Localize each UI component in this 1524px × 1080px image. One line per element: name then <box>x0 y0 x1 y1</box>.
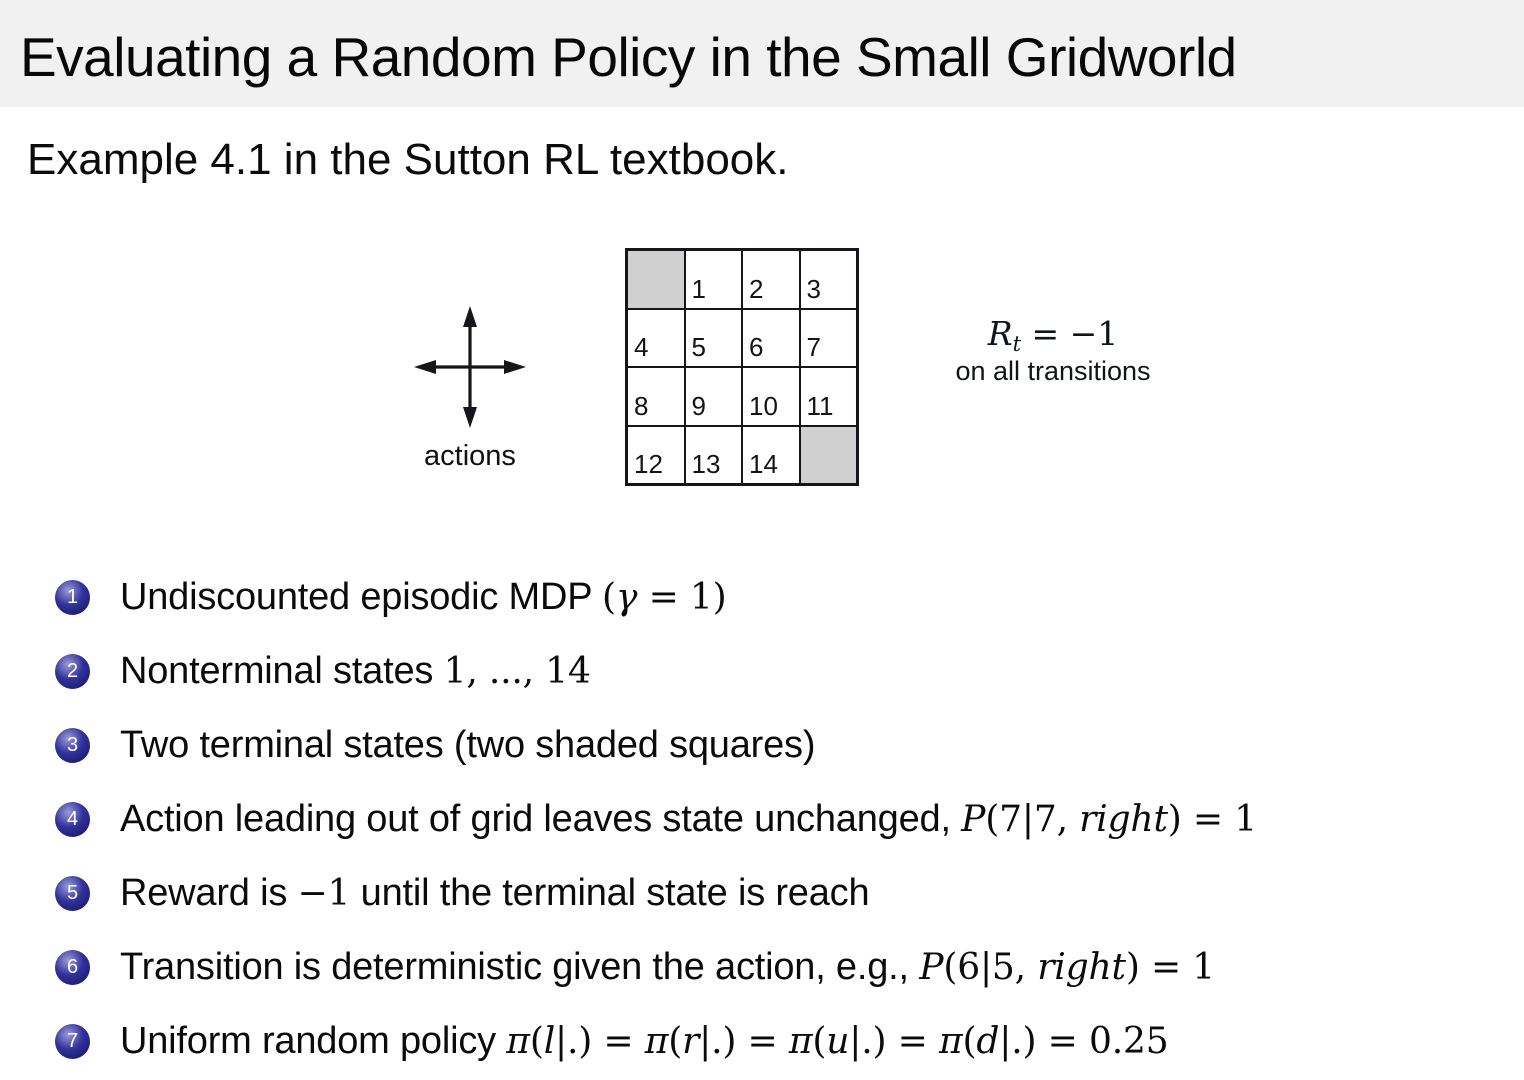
text-segment: |.) = <box>849 1019 939 1062</box>
enumeration-ball-icon <box>55 580 90 615</box>
grid-cell <box>800 250 858 309</box>
ball-number: 5 <box>66 881 79 904</box>
text-segment: π <box>644 1019 669 1062</box>
reward-var: R <box>987 314 1013 353</box>
grid-cell <box>742 250 800 309</box>
enumeration-ball-icon <box>55 876 90 911</box>
text-segment: ) = 1 <box>1125 945 1216 988</box>
grid-cell <box>742 309 800 368</box>
text-segment: ( <box>529 1019 544 1062</box>
grid-cell <box>627 367 685 426</box>
text-segment: ( <box>668 1019 683 1062</box>
list-item-text <box>120 1020 1168 1063</box>
gridworld-grid <box>625 248 859 486</box>
slide-title: Evaluating a Random Policy in the Small Gridworld <box>20 25 1237 88</box>
text-segment: π <box>506 1019 530 1062</box>
reward-annotation <box>937 314 1169 387</box>
grid-cell-label: 6 <box>749 332 764 362</box>
grid-cell-label: 4 <box>634 332 649 362</box>
text-segment: (7|7, <box>985 797 1080 840</box>
text-segment: right <box>1079 797 1168 840</box>
text-segment: Two terminal states (two shaded squares) <box>120 723 816 766</box>
enumeration-ball-icon <box>55 1024 90 1059</box>
text-segment: π <box>938 1019 963 1062</box>
slide-title-bar <box>0 0 1524 107</box>
text-segment: Reward is <box>120 871 298 914</box>
grid-cell-label: 9 <box>691 390 706 421</box>
list-item-text <box>120 650 591 693</box>
grid-cell-label: 13 <box>691 449 721 479</box>
list-item <box>55 930 1520 1004</box>
text-segment: until the terminal state is reach <box>350 871 870 914</box>
grid-cell <box>627 309 685 368</box>
grid-cell-label: 1 <box>691 273 706 304</box>
list-item <box>55 560 1520 634</box>
ball-number: 3 <box>66 733 79 756</box>
list-item-text <box>120 872 869 915</box>
text-segment: Uniform random policy <box>120 1019 507 1062</box>
text-segment: (6|5, <box>943 945 1038 988</box>
ball-number: 7 <box>66 1029 79 1052</box>
list-item <box>55 856 1520 930</box>
reward-subscript: t <box>1012 332 1022 356</box>
text-segment: P <box>919 945 944 988</box>
grid-cell <box>685 367 743 426</box>
grid-cell-label: 7 <box>806 332 821 362</box>
grid-cell-label: 10 <box>749 390 778 421</box>
list-item-text <box>120 724 815 767</box>
grid-cell-label: 2 <box>749 273 764 304</box>
grid-cell <box>627 426 685 485</box>
grid-cell-label: 8 <box>634 390 649 421</box>
text-segment: ( <box>602 575 616 618</box>
text-segment: ( <box>962 1019 977 1062</box>
grid-cell <box>685 309 743 368</box>
text-segment: Nonterminal states <box>120 649 444 692</box>
text-segment: ( <box>812 1019 827 1062</box>
grid-cell-terminal <box>627 250 685 309</box>
grid-cell-label: 5 <box>691 332 706 362</box>
reward-caption: on all transitions <box>955 356 1151 386</box>
enumeration-ball-icon <box>55 950 90 985</box>
grid-cell-label: 12 <box>634 449 663 479</box>
actions-label: actions <box>424 440 516 472</box>
grid-cell <box>800 309 858 368</box>
bullet-list <box>55 560 1520 1078</box>
grid-cell <box>742 426 800 485</box>
text-segment: −1 <box>297 871 351 914</box>
ball-number: 4 <box>66 807 79 830</box>
ball-number: 1 <box>66 585 79 608</box>
text-segment: right <box>1037 945 1126 988</box>
list-item <box>55 1004 1520 1078</box>
list-item-text <box>120 798 1257 841</box>
grid-cell-label: 3 <box>806 273 821 304</box>
text-segment: 1, ..., 14 <box>443 649 591 692</box>
text-segment: π <box>788 1019 813 1062</box>
text-segment: Action leading out of grid leaves state unchanged, <box>120 797 962 840</box>
text-segment: Transition is deterministic given the action, e.g., <box>120 945 920 988</box>
grid-cell <box>685 250 743 309</box>
actions-cross-icon <box>410 304 530 430</box>
grid-cell-label: 14 <box>749 449 778 479</box>
text-segment: Undiscounted episodic MDP <box>120 575 603 618</box>
grid-cell-label: 11 <box>806 390 834 421</box>
text-segment: |.) = 0.25 <box>999 1019 1169 1062</box>
text-segment: u <box>826 1019 850 1062</box>
text-segment: = 1) <box>637 575 727 618</box>
list-item <box>55 782 1520 856</box>
grid-cell <box>800 367 858 426</box>
enumeration-ball-icon <box>55 802 90 837</box>
reward-rhs: = −1 <box>1021 314 1119 353</box>
text-segment: ) = 1 <box>1167 797 1257 840</box>
text-segment: |.) = <box>699 1019 789 1062</box>
text-segment: l <box>543 1019 556 1062</box>
text-segment: r <box>682 1019 700 1062</box>
text-segment: d <box>976 1019 1000 1062</box>
text-segment: γ <box>615 575 638 618</box>
slide-subtitle: Example 4.1 in the Sutton RL textbook. <box>27 135 789 184</box>
grid-cell <box>685 426 743 485</box>
enumeration-ball-icon <box>55 728 90 763</box>
reward-formula <box>937 314 1169 356</box>
ball-number: 6 <box>66 955 79 978</box>
list-item-text <box>120 576 727 619</box>
list-item <box>55 634 1520 708</box>
text-segment: |.) = <box>555 1019 645 1062</box>
grid-cell <box>742 367 800 426</box>
ball-number: 2 <box>66 659 79 682</box>
enumeration-ball-icon <box>55 654 90 689</box>
grid-cell-terminal <box>800 426 858 485</box>
list-item <box>55 708 1520 782</box>
text-segment: P <box>961 797 986 840</box>
list-item-text <box>120 946 1215 989</box>
